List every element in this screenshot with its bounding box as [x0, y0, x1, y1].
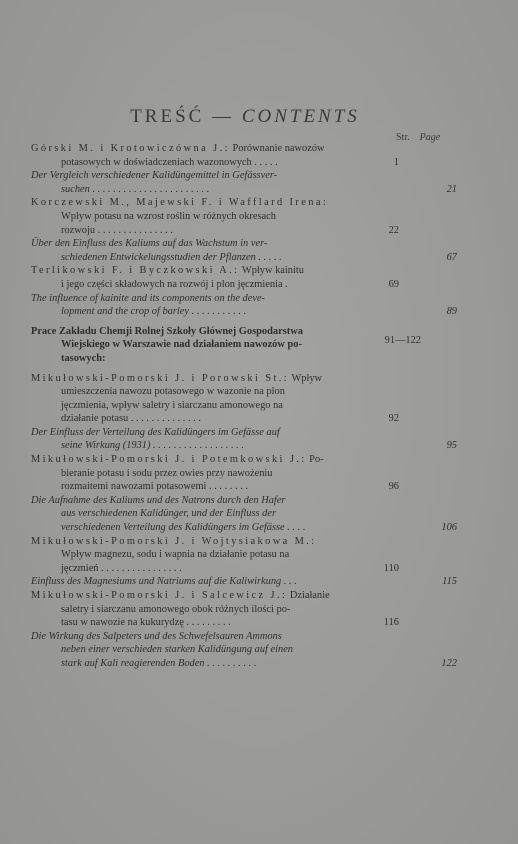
page-number-polish: 110 — [383, 562, 399, 574]
entry-authors: Górski M. i Krotowiczówna J.: — [31, 143, 230, 154]
contents-entry — [31, 453, 461, 494]
page-number-polish: 1 — [393, 156, 399, 168]
entry-continuation-line: jęczmień . . . . . . . . . . . . . . . . — [61, 562, 182, 574]
entry-continuation-line: seine Wirkung (1931) . . . . . . . . . . . . . . . . . . — [61, 440, 244, 452]
page-number-translation: 115 — [442, 576, 457, 588]
entry-title-text: Die Aufnahme des Kaliums und des Natrons durch den Hafer — [31, 494, 286, 506]
entry-authors: Mikułowski-Pomorski J. i Porowski St.: — [31, 372, 290, 384]
entry-continuation-line: tasowych: — [61, 352, 106, 364]
entry-title-text: The influence of kainite and its components on the deve- — [31, 292, 266, 304]
column-header-str: Str. — [396, 132, 410, 143]
entry-title-text: Po- — [306, 454, 324, 466]
contents-entry — [31, 237, 461, 264]
entry-first-line — [31, 196, 461, 210]
entry-continuation-line: rozwoju . . . . . . . . . . . . . . . — [61, 224, 173, 236]
entry-continuation-line: potasowych w doświadczeniach wazonowych . . . . . — [61, 156, 278, 168]
entry-first-line — [31, 535, 461, 549]
page-number-translation: 89 — [446, 306, 457, 318]
page-number-polish: 116 — [383, 617, 399, 629]
entry-title-text: Die Wirkung des Salpeters und des Schwefelsauren Ammons — [31, 630, 282, 642]
contents-entry — [31, 575, 461, 589]
page-number-translation: 122 — [441, 657, 457, 669]
entry-first-line — [31, 589, 461, 603]
entry-continuation-line: rozmaitemi nawozami potasowemi . . . . . . . . — [61, 481, 248, 493]
entry-continuation-line: działanie potasu . . . . . . . . . . . . . . — [61, 413, 201, 425]
page-number-polish: 96 — [388, 481, 399, 493]
contents-entry — [31, 535, 461, 576]
contents-entry — [31, 264, 461, 291]
page-title — [0, 106, 490, 128]
entry-continuation-line: Wiejskiego w Warszawie nad działaniem nawozów po- — [61, 339, 302, 351]
contents-entry — [31, 325, 461, 366]
entry-title-text: Der Vergleich verschiedener Kalidüngemittel in Gefässver- — [31, 170, 278, 182]
entry-continuation-line: Wpływ potasu na wzrost roślin w różnych okresach — [61, 210, 276, 222]
entry-authors: Korczewski M., Majewski F. i Wafflard Irena: — [31, 197, 329, 209]
entry-title-text: Einfluss des Magnesiums und Natriums auf die Kaliwirkung . . . — [31, 576, 297, 588]
entry-first-line — [31, 292, 461, 306]
entry-continuation-line: aus verschiedenen Kalidünger, und der Einfluss der — [61, 508, 277, 520]
entry-first-line — [31, 575, 461, 589]
contents-entry — [31, 630, 461, 671]
column-header-page: Page — [419, 132, 441, 143]
entry-continuation-line: schiedenen Entwickelungsstudien der Pflanzen . . . . . — [61, 251, 282, 263]
contents-entry — [31, 426, 461, 453]
entry-title-text: Über den Einfluss des Kaliums auf das Wachstum in ver- — [31, 238, 268, 250]
entry-title-text: Wpływ — [289, 372, 323, 384]
entry-continuation-line: jęczmienia, wpływ saletry i siarczanu amonowego na — [61, 399, 283, 411]
entry-authors: Mikułowski-Pomorski J. i Salcewicz J.: — [31, 590, 288, 601]
entry-first-line — [31, 169, 461, 183]
entry-first-line — [31, 453, 461, 467]
entry-first-line — [31, 494, 461, 508]
page-number-translation: 95 — [446, 440, 457, 452]
entry-continuation-line: Wpływ magnezu, sodu i wapnia na działanie potasu na — [61, 549, 290, 561]
contents-entry — [31, 292, 461, 319]
entry-first-line — [31, 630, 461, 644]
contents-entry — [31, 494, 461, 535]
entry-first-line — [31, 372, 461, 386]
page-number-polish: 92 — [388, 413, 399, 425]
page-number-polish: 91—122 — [384, 334, 421, 346]
entry-first-line — [31, 426, 461, 440]
page-number-translation: 67 — [446, 251, 457, 263]
entry-continuation-line: i jego części składowych na rozwój i plon jęczmienia . — [61, 278, 288, 290]
entry-continuation-line: neben einer verschieden starken Kalidüngung auf einen — [61, 644, 293, 656]
page-number-translation: 106 — [441, 522, 457, 534]
contents-entry — [31, 142, 461, 169]
entry-continuation-line: umieszczenia nawozu potasowego w wazonie na plon — [61, 386, 285, 398]
title-separator: — — [204, 106, 242, 127]
entry-authors: Mikułowski-Pomorski J. i Wojtysiakowa M.: — [31, 535, 317, 547]
entry-title-text: Porównanie nawozów — [229, 143, 325, 154]
entry-continuation-line: saletry i siarczanu amonowego obok różnych ilości po- — [61, 603, 291, 615]
contents-entry — [31, 196, 461, 237]
entry-title-text: Der Einfluss der Verteilung des Kalidüngers im Gefässe auf — [31, 426, 280, 438]
entry-continuation-line: tasu w nawozie na kukurydzę . . . . . . . . . — [61, 617, 231, 629]
entry-authors: Terlikowski F. i Byczkowski A.: — [31, 265, 240, 277]
page-number-polish: 22 — [388, 224, 399, 236]
entry-first-line — [31, 237, 461, 251]
entry-authors: Mikułowski-Pomorski J. i Potemkowski J.: — [31, 454, 307, 466]
entry-continuation-line: stark auf Kali reagierenden Boden . . . . . . . . . . — [61, 657, 257, 669]
entry-continuation-line: verschiedenen Verteilung des Kalidüngers im Gefässe . . . . — [61, 522, 306, 534]
entry-title-text: Działanie — [287, 590, 330, 601]
page-number-polish: 69 — [388, 278, 399, 290]
entry-title-text: Prace Zakładu Chemji Rolnej Szkoły Głównej Gospodarstwa — [31, 325, 303, 337]
contents-list — [31, 142, 461, 671]
contents-entry — [31, 372, 461, 426]
contents-entry — [31, 169, 461, 196]
entry-continuation-line: lopment and the crop of barley . . . . . . . . . . . — [61, 306, 247, 318]
title-polish: TREŚĆ — [130, 106, 205, 127]
page-number-translation: 21 — [446, 183, 457, 195]
title-english: CONTENTS — [241, 106, 360, 127]
entry-title-text: Wpływ kainitu — [239, 265, 304, 277]
entry-first-line — [31, 142, 461, 156]
contents-entry — [31, 589, 461, 630]
entry-continuation-line: suchen . . . . . . . . . . . . . . . . . . . . . . . — [61, 183, 210, 195]
entry-first-line — [31, 264, 461, 278]
entry-continuation-line: bieranie potasu i sodu przez owies przy nawożeniu — [61, 467, 273, 479]
